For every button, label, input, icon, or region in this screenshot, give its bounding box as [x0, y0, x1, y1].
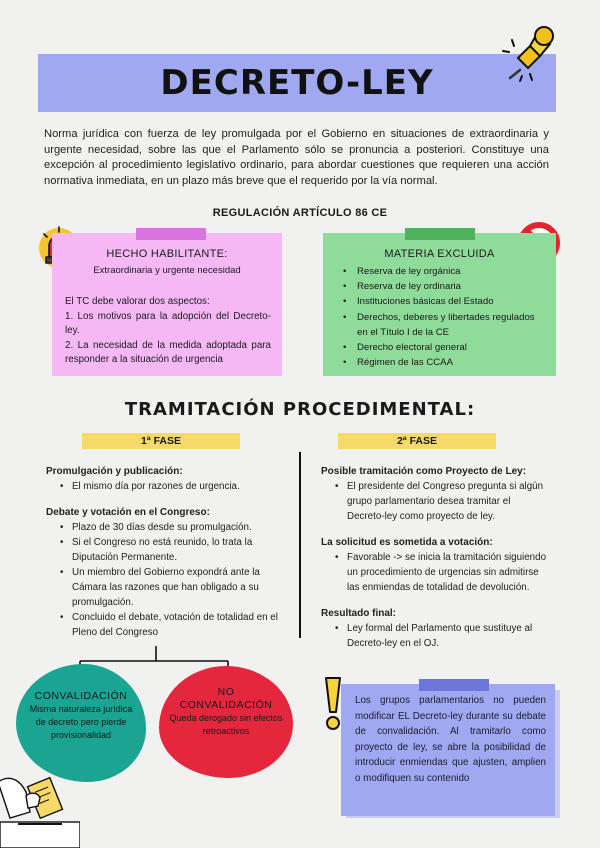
proyecto-heading: Posible tramitación como Proyecto de Ley: [321, 466, 527, 477]
list-item: • Instituciones básicas del Estado [343, 294, 543, 309]
materia-excluida-heading: MATERIA EXCLUIDA [384, 248, 495, 260]
hecho-habilitante-point-2: 2. La necesidad de la medida adoptada para responder a la situación de urgencia [65, 339, 271, 366]
list-item: • Derechos, deberes y libertades regulados en el Título I de la CE [343, 310, 543, 340]
list-item: • Concluido el debate, votación de totalidad en el Pleno del Congreso [60, 610, 281, 640]
title-banner [38, 54, 556, 112]
fase-1-column [46, 464, 281, 640]
tape-tab [419, 679, 489, 691]
hecho-habilitante-point-1: 1. Los motivos para la adopción del Decreto-ley. [65, 310, 271, 337]
debate-list [60, 520, 281, 640]
pushpin-icon [500, 18, 558, 84]
convalidacion-text: Misma naturaleza jurídica de decreto pero pierde provisionalidad [29, 704, 133, 740]
votacion-list [335, 550, 549, 595]
no-convalidacion-title-2: CONVALIDACIÓN [179, 699, 273, 711]
votacion-heading: La solicitud es sometida a votación: [321, 537, 493, 548]
fase-2-column [321, 464, 549, 651]
tramitacion-title: TRAMITACIÓN PROCEDIMENTAL: [124, 399, 476, 420]
list-item: • Si el Congreso no está reunido, lo trata la Diputación Permanente. [60, 535, 281, 565]
list-item: • Reserva de ley ordinaria [343, 279, 543, 294]
regulation-title: REGULACIÓN ARTÍCULO 86 CE [212, 207, 388, 219]
resultado-heading: Resultado final: [321, 608, 397, 619]
column-divider [299, 452, 301, 638]
list-item: • El mismo día por razones de urgencia. [60, 479, 281, 494]
list-item: • Un miembro del Gobierno expondrá ante la Cámara las razones que han obligado a su promulgación. [60, 565, 281, 610]
hecho-habilitante-body [65, 295, 271, 368]
hecho-habilitante-intro: El TC debe valorar dos aspectos: [65, 296, 210, 307]
list-item: • Favorable -> se inicia la tramitación siguiendo un procedimiento de urgencias sin admitirse las enmiendas de totalidad de devolución. [335, 550, 549, 595]
materia-excluida-box [323, 233, 556, 376]
proyecto-list [335, 479, 549, 524]
convalidacion-title: CONVALIDACIÓN [34, 690, 128, 702]
note-text: Los grupos parlamentarios no pueden modificar EL Decreto-ley durante su debate de convalidación. Al tramitarlo como proyecto de ley, se abre la posibilidad de introducir enmiendas que ajusten, amplien o modifiquen su contenido [355, 695, 546, 784]
materia-excluida-list [343, 264, 543, 370]
tape-tab [136, 228, 206, 240]
promulgacion-list [60, 479, 281, 494]
hecho-habilitante-heading: HECHO HABILITANTE: [106, 248, 228, 260]
list-item: • Reserva de ley orgánica [343, 264, 543, 279]
list-item: • El presidente del Congreso pregunta si algún grupo parlamentario desea tramitar el Decreto-ley como proyecto de ley. [335, 479, 549, 524]
tape-tab [405, 228, 475, 240]
convalidacion-content [26, 690, 136, 742]
no-convalidacion-content [169, 686, 283, 738]
resultado-list [335, 621, 549, 651]
fase-1-label: 1ª FASE [82, 433, 240, 449]
list-item: • Derecho electoral general [343, 340, 543, 355]
hecho-habilitante-subheading: Extraordinaria y urgente necesidad [93, 265, 241, 276]
list-item: • Plazo de 30 días desde su promulgación. [60, 520, 281, 535]
ballot-box-icon [0, 752, 80, 848]
list-item: • Régimen de las CCAA [343, 355, 543, 370]
fase-2-label: 2ª FASE [338, 433, 496, 449]
list-item: • Ley formal del Parlamento que sustituye al Decreto-ley en el OJ. [335, 621, 549, 651]
no-convalidacion-text: Queda derogado sin efectos retroactivos [169, 713, 283, 736]
debate-heading: Debate y votación en el Congreso: [46, 507, 210, 518]
no-convalidacion-blob [159, 666, 293, 778]
promulgacion-heading: Promulgación y publicación: [46, 466, 183, 477]
intro-paragraph: Norma jurídica con fuerza de ley promulgada por el Gobierno en situaciones de extraordinaria y urgente necesidad, sobre las que el Parlamento sólo se pronuncia a posteriori. Constituye una excepción al procedimiento legislativo ordinario, para abordar cuestiones que requieren una acción normativa inmediata, en un plazo más breve que el requerido por la vía normal. [44, 128, 549, 187]
page-title: DECRETO-LEY [160, 63, 434, 103]
no-convalidacion-title-1: NO [217, 686, 235, 698]
hecho-habilitante-box [52, 233, 282, 376]
note-box [341, 684, 555, 816]
